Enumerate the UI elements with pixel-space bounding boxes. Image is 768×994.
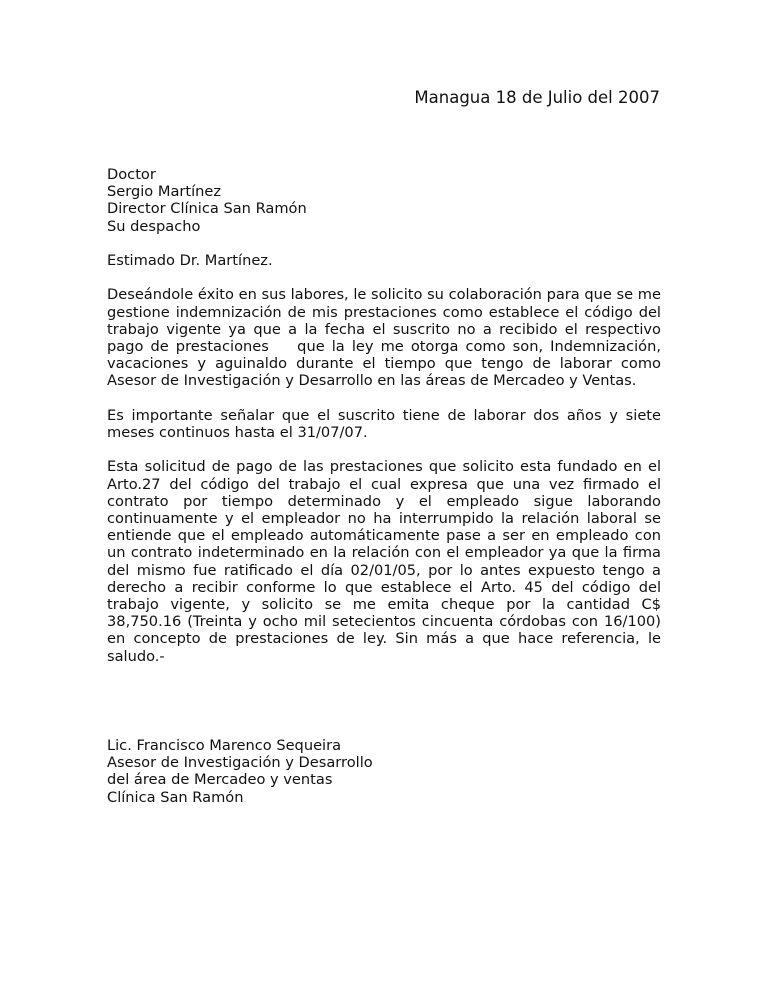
signer-position: Asesor de Investigación y Desarrollo: [107, 754, 373, 772]
body-paragraph-request: Deseándole éxito en sus labores, le solicito su colaboración para que se me gestione indemnización de mis prestaciones como establece el código del trabajo vigente ya que a la fecha el suscrito no a recibido el respectivo pago de prestaciones que la ley me otorga como son, Indemnización, vacaciones y aguinaldo durante el tiempo que tengo de laborar como Asesor de Investigación y Desarrollo en las áreas de Mercadeo y Ventas.: [107, 286, 666, 390]
spacer: [107, 269, 661, 286]
signer-organization: Clínica San Ramón: [107, 788, 244, 806]
recipient-block: [107, 166, 661, 235]
signer-name: Lic. Francisco Marenco Sequeira: [107, 737, 342, 754]
signature-block: [107, 737, 373, 806]
recipient-office: Su despacho: [107, 217, 201, 235]
spacer: [107, 390, 661, 407]
body-paragraph-tenure: Es importante señalar que el suscrito tiene de laborar dos años y siete meses continuos hasta el 31/07/07.: [107, 406, 666, 441]
body-paragraph-legal-basis: Esta solicitud de pago de las prestaciones que solicito esta fundado en el Arto.27 del código del trabajo el cual expresa que una vez firmado el contrato por tiempo determinado y el empleado sigue laborando continuamente y el empleador no ha interrumpido la relación laboral se entiende que el empleado automáticamente pase a ser en empleado con un contrato indeterminado en la relación con el empleador ya que la firma del mismo fue ratificado el día 02/01/05, por lo antes expuesto tengo a derecho a recibir conforme lo que establece el Arto. 45 del código del trabajo vigente, y solicito se me emita cheque por la cantidad C$ 38,750.16 (Treinta y ocho mil setecientos cincuenta córdobas con 16/100) en concepto de prestaciones de ley. Sin más a que hace referencia, le saludo.-: [107, 458, 666, 665]
recipient-name: Sergio Martínez: [107, 183, 222, 201]
signer-department: del área de Mercadeo y ventas: [107, 771, 333, 789]
recipient-title: Doctor: [107, 166, 156, 183]
salutation: Estimado Dr. Martínez.: [107, 252, 273, 269]
letter-date: Managua 18 de Julio del 2007: [414, 88, 660, 107]
spacer: [107, 235, 661, 252]
recipient-position: Director Clínica San Ramón: [107, 200, 307, 218]
spacer: [107, 441, 661, 458]
letter-content: [107, 166, 666, 665]
